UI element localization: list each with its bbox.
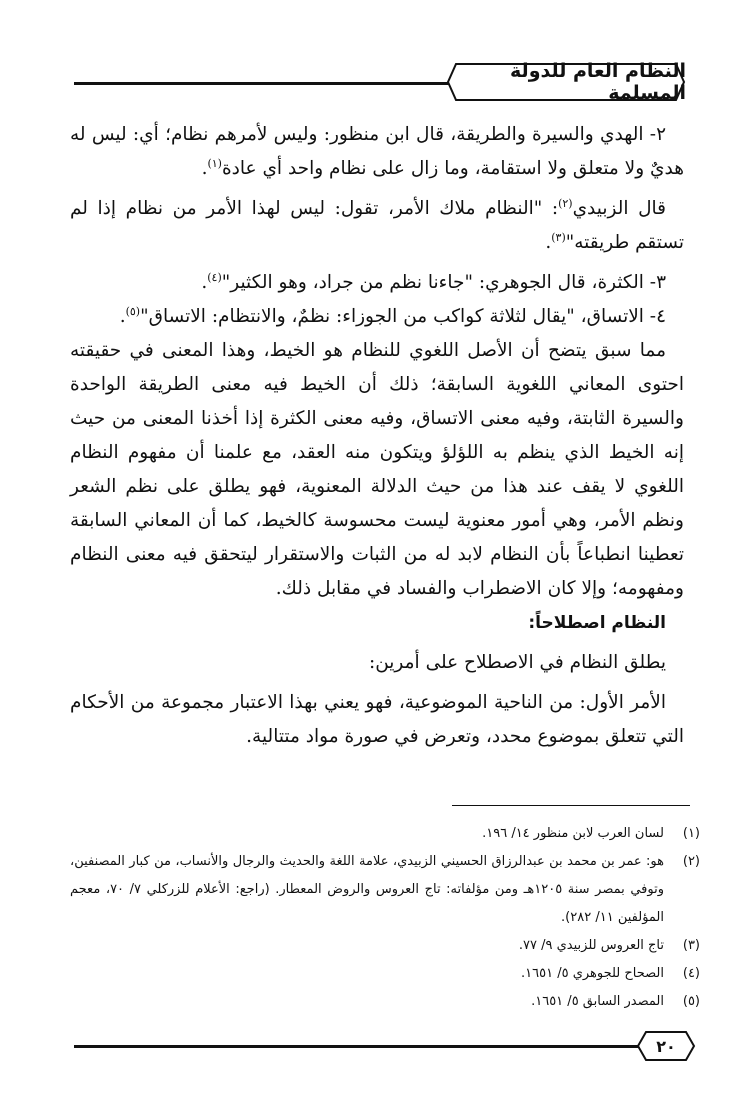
footnote-separator: [452, 805, 690, 806]
footer-rule: [74, 1045, 646, 1048]
footnote-text: الصحاح للجوهري ٥/ ١٦٥١.: [520, 966, 664, 981]
footnote-item: [70, 820, 700, 848]
page-number: ٢٠: [656, 1036, 676, 1056]
header-rule: [74, 82, 454, 85]
footnote-ref-2: (٢): [558, 196, 573, 210]
footnote-number: (٤): [682, 966, 700, 981]
footnote-ref-4: (٤): [207, 270, 222, 284]
paragraph-meaning-2: ٢- الهدي والسيرة والطريقة، قال ابن منظور: وليس لأمرهم نظام؛ أي: ليس له هديٌ ولا متعلق ولا استقامة، وما زال على نظام واحد أي عادة$^{(١)}$.: [70, 124, 684, 179]
page-number-box: [636, 1030, 696, 1062]
footnote-number: (٥): [682, 994, 700, 1009]
footnote-text: لسان العرب لابن منظور ١٤/ ١٩٦.: [482, 826, 664, 841]
paragraph-definition-intro: يطلق النظام في الاصطلاح على أمرين:: [368, 652, 666, 673]
footnote-item: [70, 960, 700, 988]
paragraph-text: ٢- الهدي والسيرة والطريقة، قال ابن منظور: وليس لأمرهم نظام؛ أي: ليس له هديٌ ولا متعلق ولا استقامة، وما زال على نظام واحد أي عادة: [70, 124, 684, 179]
paragraph-first-matter: الأمر الأول: من الناحية الموضوعية، فهو يعني بهذا الاعتبار مجموعة من الأحكام التي تتعلق بموضوع محدد، وتعرض في صورة مواد متتالية.: [70, 692, 684, 747]
footnote-text: تاج العروس للزبيدي ٩/ ٧٧.: [518, 938, 664, 953]
paragraph-text: : "النظام ملاك الأمر، تقول: ليس لهذا الأمر من نظام إذا لم تستقم طريقته": [70, 198, 684, 253]
footnote-item: [70, 988, 700, 1016]
footnote-number: (١): [682, 826, 700, 841]
footnotes: [70, 820, 700, 1016]
footnote-number: (٣): [682, 938, 700, 953]
section-heading: النظام اصطلاحاً:: [528, 613, 666, 633]
paragraph-zabidi-quote: قال الزبيدي$^{(٢)}$: "النظام ملاك الأمر، تقول: ليس لهذا الأمر من نظام إذا لم تستقم طريقته"$^{(٣)}$.: [70, 196, 684, 253]
running-header-title: النظام العام للدولة المسلمة: [510, 60, 686, 104]
footnote-ref-3: (٣): [551, 230, 566, 244]
paragraph-text: قال الزبيدي: [572, 198, 666, 219]
paragraph-meaning-3: ٣- الكثرة، قال الجوهري: "جاءنا نظم من جراد، وهو الكثير"$^{(٤)}$.: [201, 270, 666, 293]
footnote-number: (٢): [682, 854, 700, 869]
footnote-item: [70, 848, 700, 932]
footnote-ref-1: (١): [207, 156, 222, 170]
paragraph-summary: مما سبق يتضح أن الأصل اللغوي للنظام هو الخيط، وهذا المعنى في حقيقته احتوى المعاني اللغوية السابقة؛ ذلك أن الخيط فيه معنى الطريقة الواحدة والسيرة الثابتة، وفيه معنى الاتساق، وفيه معنى الكثرة إذا أخذنا المعنى من حيث إنه الخيط الذي ينظم به اللؤلؤ ويتكون منه العقد، مع علمنا أن مفهوم النظام اللغوي لا يقف عند هذا من حيث الدلالة المعنوية، فهو يطلق على نظم الشعر ونظم الأمر، وهي أمور معنوية ليست محسوسة كالخيط، كما أن المعاني السابقة تعطينا انطباعاً بأن النظام لابد له من الثبات والاستقرار ليتحقق فيه معنى النظام ومفهومه؛ وإلا كان الاضطراب والفساد في مقابل ذلك.: [70, 340, 684, 599]
running-header: [446, 62, 686, 102]
footnote-text: المصدر السابق ٥/ ١٦٥١.: [531, 994, 664, 1009]
paragraph-text: ٤- الاتساق، "يقال لثلاثة كواكب من الجوزاء: نظمٌ، والانتظام: الاتساق": [140, 306, 666, 327]
main-text: [70, 118, 684, 754]
paragraph-meaning-4: ٤- الاتساق، "يقال لثلاثة كواكب من الجوزاء: نظمٌ، والانتظام: الاتساق"$^{(٥)}$.: [119, 304, 666, 327]
paragraph-text: ٣- الكثرة، قال الجوهري: "جاءنا نظم من جراد، وهو الكثير": [221, 272, 666, 293]
footnote-ref-5: (٥): [125, 304, 141, 318]
footnote-text: هو: عمر بن محمد بن عبدالرزاق الحسيني الزبيدي، علامة اللغة والحديث والرجال والأنساب، من كبار المصنفين، وتوفي بمصر سنة ١٢٠٥هـ ومن مؤلفاته: تاج العروس والروض المعطار. (راجع: الأعلام للزركلي ٧/ ٧٠، معجم المؤلفين ١١/ ٢٨٢).: [70, 854, 664, 925]
footnote-item: [70, 932, 700, 960]
